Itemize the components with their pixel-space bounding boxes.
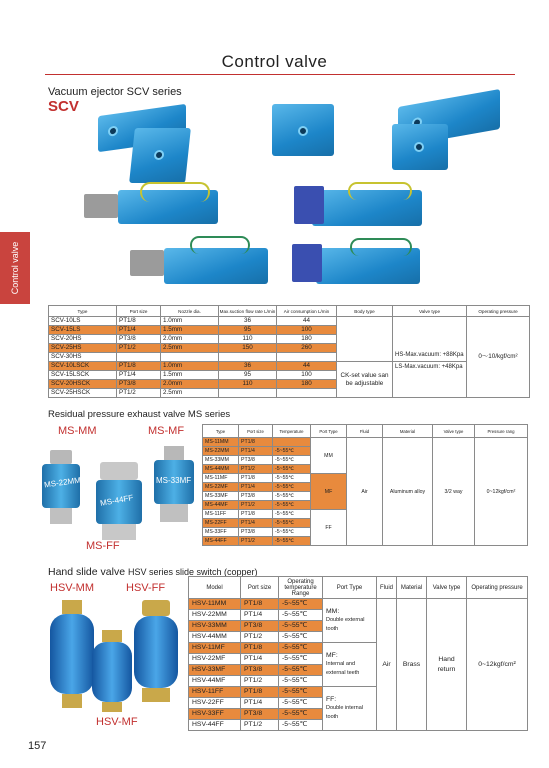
hsv-cell: -5~55℃ — [279, 632, 323, 643]
scv-cell: 100 — [277, 326, 337, 335]
hsv-valve-2 — [92, 630, 132, 712]
scv-cell: SCV-20HSCK — [49, 380, 117, 389]
page-title: Control valve — [221, 52, 328, 71]
hsv-header: Fluid — [377, 577, 397, 599]
ms-cell: MS-44MF — [203, 501, 239, 510]
ms-cell: MS-33FF — [203, 528, 239, 537]
ms-mf-label: MS-MF — [148, 425, 185, 437]
scv-cell: 95 — [219, 371, 277, 380]
ms-cell: MS-11MM — [203, 438, 239, 447]
hsv-cell: -5~55℃ — [279, 599, 323, 610]
scv-cell: 1.5mm — [161, 371, 219, 380]
ms-cell: PT1/4 — [239, 447, 273, 456]
scv-pressure: 0～10/kgf/cm² — [467, 317, 530, 398]
hsv-subtitle: HSV series slide switch (copper) — [127, 567, 258, 577]
scv-cell: 100 — [277, 371, 337, 380]
scv-cell: SCV-25HS — [49, 344, 117, 353]
scv-cell: SCV-10LSCK — [49, 362, 117, 371]
ms-cell: PT3/8 — [239, 456, 273, 465]
hsv-valve-1 — [50, 600, 94, 710]
hsv-spec-table — [188, 576, 528, 731]
scv-body-type: CK-set value san be adjustable — [337, 362, 393, 398]
hsv-cell: -5~55℃ — [279, 698, 323, 709]
scv-cell: SCV-10LS — [49, 317, 117, 326]
hsv-cell: -5~55℃ — [279, 621, 323, 632]
ms-fitting-2 — [96, 462, 142, 542]
scv-cell: 260 — [277, 344, 337, 353]
ms-cell: PT3/8 — [239, 492, 273, 501]
ms-valve-type: 3/2 way — [433, 438, 475, 546]
scv-cell: 150 — [219, 344, 277, 353]
scv-cell: 36 — [219, 317, 277, 326]
ms-cell: PT1/2 — [239, 501, 273, 510]
ms-cell: MS-33MM — [203, 456, 239, 465]
ms-spec-table — [202, 424, 528, 546]
hsv-valve-3 — [134, 600, 178, 704]
ms-cell — [273, 438, 311, 447]
scv-cell: 2.0mm — [161, 380, 219, 389]
hsv-cell: HSV-33MM — [189, 621, 241, 632]
ms-cell: PT1/8 — [239, 474, 273, 483]
hsv-cell: -5~55℃ — [279, 687, 323, 698]
hsv-header: Operating temperature Range — [279, 577, 323, 599]
scv-cell: SCV-20HS — [49, 335, 117, 344]
scv-cell: 180 — [277, 335, 337, 344]
ms-cell: PT1/8 — [239, 510, 273, 519]
scv-cell: SCV-15LS — [49, 326, 117, 335]
hsv-cell: PT3/8 — [241, 709, 279, 720]
scv-cell: SCV-30HS — [49, 353, 117, 362]
hsv-port-type-mm-desc: Double external tooth — [326, 617, 365, 632]
scv-cell: 2.5mm — [161, 389, 219, 398]
hsv-cell: PT1/4 — [241, 654, 279, 665]
scv-header: Port size — [117, 306, 161, 317]
hsv-header: Model — [189, 577, 241, 599]
scv-header: Valve type — [393, 306, 467, 317]
scv-wire-4 — [350, 238, 412, 256]
scv-cell: 1.0mm — [161, 317, 219, 326]
ms-header: Temperature — [273, 425, 311, 438]
ms-fluid: Air — [347, 438, 383, 546]
ms-header: Fluid — [347, 425, 383, 438]
hsv-header: Port Type — [323, 577, 377, 599]
page-number: 157 — [28, 740, 47, 752]
ms-header: Material — [383, 425, 433, 438]
ms-cell: PT1/4 — [239, 483, 273, 492]
scv-body-type-empty — [337, 317, 393, 362]
hsv-header: Valve type — [427, 577, 467, 599]
scv-cell: 110 — [219, 380, 277, 389]
scv-cell: 44 — [277, 362, 337, 371]
scv-header: Nozzle dia. — [161, 306, 219, 317]
ms-material: Aluminum alloy — [383, 438, 433, 546]
scv-cell: 95 — [219, 326, 277, 335]
scv-cell: 44 — [277, 317, 337, 326]
hsv-material: Brass — [397, 599, 427, 731]
hsv-port-type-mm — [323, 599, 377, 643]
ms-cell: PT1/4 — [239, 519, 273, 528]
scv-product-photos — [80, 98, 520, 303]
ms-header: Type — [203, 425, 239, 438]
ms-cell: -5~55℃ — [273, 465, 311, 474]
scv-header: Type — [49, 306, 117, 317]
hsv-cell: PT1/8 — [241, 599, 279, 610]
scv-valve-hs: HS-Max.vacuum: +88Kpa — [393, 317, 467, 362]
scv-cell: 110 — [219, 335, 277, 344]
scv-wire-1 — [140, 182, 210, 202]
hsv-cell: PT3/8 — [241, 665, 279, 676]
ms-cell: MS-33MF — [203, 492, 239, 501]
hsv-cell: -5~55℃ — [279, 676, 323, 687]
ms-mm-label: MS-MM — [58, 425, 97, 437]
scv-block-3 — [272, 104, 334, 156]
hsv-cell: HSV-44MM — [189, 632, 241, 643]
scv-silencer-1 — [84, 194, 118, 218]
scv-cell: PT3/8 — [117, 380, 161, 389]
ms-cell: -5~55℃ — [273, 447, 311, 456]
scv-silencer-2 — [130, 250, 164, 276]
scv-silencer-4 — [292, 244, 322, 282]
scv-cell: 1.5mm — [161, 326, 219, 335]
hsv-cell: PT1/8 — [241, 643, 279, 654]
hsv-port-type-ff-name: FF: — [326, 696, 337, 703]
ms-port-type-mm: MM — [311, 438, 347, 474]
ms-cell: MS-22FF — [203, 519, 239, 528]
ms-fitting-2-text: MS-44FF — [99, 493, 134, 508]
ms-cell: PT1/8 — [239, 438, 273, 447]
scv-cell — [161, 353, 219, 362]
scv-silencer-3 — [294, 186, 324, 224]
ms-fitting-3 — [154, 446, 194, 526]
ms-ff-label: MS-FF — [86, 540, 120, 552]
hsv-cell: HSV-33MF — [189, 665, 241, 676]
hsv-port-type-ff-desc: Double internal tooth — [326, 705, 363, 720]
scv-header: Air consumption L/min — [277, 306, 337, 317]
scv-section-title: Vacuum ejector SCV series — [48, 86, 182, 98]
ms-cell: -5~55℃ — [273, 528, 311, 537]
ms-header: Port Type — [311, 425, 347, 438]
ms-section-title: Residual pressure exhaust valve MS series — [48, 409, 231, 420]
ms-pressure: 0~12kgf/cm² — [475, 438, 528, 546]
scv-cell: PT3/8 — [117, 335, 161, 344]
hsv-cell: -5~55℃ — [279, 610, 323, 621]
scv-block-5 — [392, 124, 448, 170]
ms-cell: PT1/2 — [239, 537, 273, 546]
hsv-cell: HSV-22MM — [189, 610, 241, 621]
ms-fitting-1-text: MS-22MM — [43, 475, 82, 490]
scv-cell: SCV-15LSCK — [49, 371, 117, 380]
scv-cell — [219, 389, 277, 398]
ms-header: Pressure rang — [475, 425, 528, 438]
hsv-fluid: Air — [377, 599, 397, 731]
ms-cell: -5~55℃ — [273, 474, 311, 483]
scv-cell — [277, 353, 337, 362]
scv-cell: PT1/2 — [117, 389, 161, 398]
scv-spec-table — [48, 305, 530, 398]
hsv-ff-label: HSV-FF — [126, 582, 166, 594]
hsv-header: Operating pressure — [467, 577, 528, 599]
scv-cell: 1.0mm — [161, 362, 219, 371]
scv-cell: 2.5mm — [161, 344, 219, 353]
ms-cell: -5~55℃ — [273, 510, 311, 519]
ms-fitting-3-text: MS-33MF — [156, 476, 192, 485]
scv-wire-2 — [190, 236, 250, 254]
ms-cell: MS-44MM — [203, 465, 239, 474]
scv-cell: SCV-25HSCK — [49, 389, 117, 398]
ms-port-type-mf: MF — [311, 474, 347, 510]
hsv-cell: PT1/2 — [241, 720, 279, 731]
hsv-cell: PT1/2 — [241, 676, 279, 687]
hsv-title: Hand slide valve — [48, 566, 126, 578]
hsv-cell: -5~55℃ — [279, 709, 323, 720]
ms-fitting-1 — [42, 450, 80, 530]
hsv-cell: PT1/2 — [241, 632, 279, 643]
hsv-cell: -5~55℃ — [279, 654, 323, 665]
hsv-cell: HSV-33FF — [189, 709, 241, 720]
title-rule — [45, 74, 515, 75]
hsv-mf-label: HSV-MF — [96, 716, 138, 728]
hsv-cell: PT1/8 — [241, 687, 279, 698]
scv-header: Max.suction flow rate L/min — [219, 306, 277, 317]
scv-cell: 2.0mm — [161, 335, 219, 344]
scv-cell: PT1/4 — [117, 371, 161, 380]
scv-valve-ls: LS-Max.vacuum: +48Kpa — [393, 362, 467, 398]
ms-cell: MS-44FF — [203, 537, 239, 546]
hsv-valve-type: Hand return — [427, 599, 467, 731]
scv-header: Operating pressure — [467, 306, 530, 317]
ms-cell: MS-22MF — [203, 483, 239, 492]
hsv-cell: HSV-44FF — [189, 720, 241, 731]
scv-cell: PT1/2 — [117, 344, 161, 353]
ms-cell: MS-11MF — [203, 474, 239, 483]
hsv-cell: HSV-11MF — [189, 643, 241, 654]
hsv-header: Material — [397, 577, 427, 599]
scv-wire-3 — [348, 182, 412, 200]
hsv-cell: -5~55℃ — [279, 643, 323, 654]
hsv-cell: HSV-11FF — [189, 687, 241, 698]
hsv-port-type-mf-name: MF: — [326, 652, 338, 659]
ms-cell: -5~55℃ — [273, 492, 311, 501]
ms-cell: PT3/8 — [239, 528, 273, 537]
hsv-port-type-mf-desc: Internal and external teeth — [326, 661, 360, 676]
ms-cell: -5~55℃ — [273, 483, 311, 492]
scv-cell — [219, 353, 277, 362]
hsv-port-type-mm-name: MM: — [326, 608, 340, 615]
scv-cell — [117, 353, 161, 362]
ms-cell: MS-11FF — [203, 510, 239, 519]
hsv-cell: HSV-44MF — [189, 676, 241, 687]
hsv-cell: HSV-11MM — [189, 599, 241, 610]
ms-header: Valve type — [433, 425, 475, 438]
scv-cell: PT1/8 — [117, 362, 161, 371]
hsv-cell: HSV-22MF — [189, 654, 241, 665]
scv-cell — [277, 389, 337, 398]
scv-cell: PT1/8 — [117, 317, 161, 326]
side-tab-label: Control valve — [10, 241, 20, 295]
scv-cell: 180 — [277, 380, 337, 389]
hsv-port-type-ff — [323, 687, 377, 731]
ms-cell: PT1/2 — [239, 465, 273, 474]
ms-cell: -5~55℃ — [273, 456, 311, 465]
hsv-cell: HSV-22FF — [189, 698, 241, 709]
ms-port-type-ff: FF — [311, 510, 347, 546]
hsv-mm-label: HSV-MM — [50, 582, 94, 594]
hsv-cell: PT1/4 — [241, 698, 279, 709]
scv-cell: PT1/4 — [117, 326, 161, 335]
scv-code: SCV — [48, 98, 79, 115]
hsv-pressure: 0~12kgf/cm² — [467, 599, 528, 731]
hsv-cell: -5~55℃ — [279, 665, 323, 676]
hsv-cell: PT1/4 — [241, 610, 279, 621]
scv-cell: 36 — [219, 362, 277, 371]
hsv-port-type-mf — [323, 643, 377, 687]
ms-cell: -5~55℃ — [273, 501, 311, 510]
scv-header: Body type — [337, 306, 393, 317]
side-tab — [0, 232, 30, 304]
scv-block-2 — [129, 128, 191, 183]
hsv-cell: -5~55℃ — [279, 720, 323, 731]
hsv-cell: PT3/8 — [241, 621, 279, 632]
ms-cell: MS-22MM — [203, 447, 239, 456]
ms-cell: -5~55℃ — [273, 519, 311, 528]
ms-cell: -5~55℃ — [273, 537, 311, 546]
hsv-header: Port size — [241, 577, 279, 599]
ms-header: Port size — [239, 425, 273, 438]
